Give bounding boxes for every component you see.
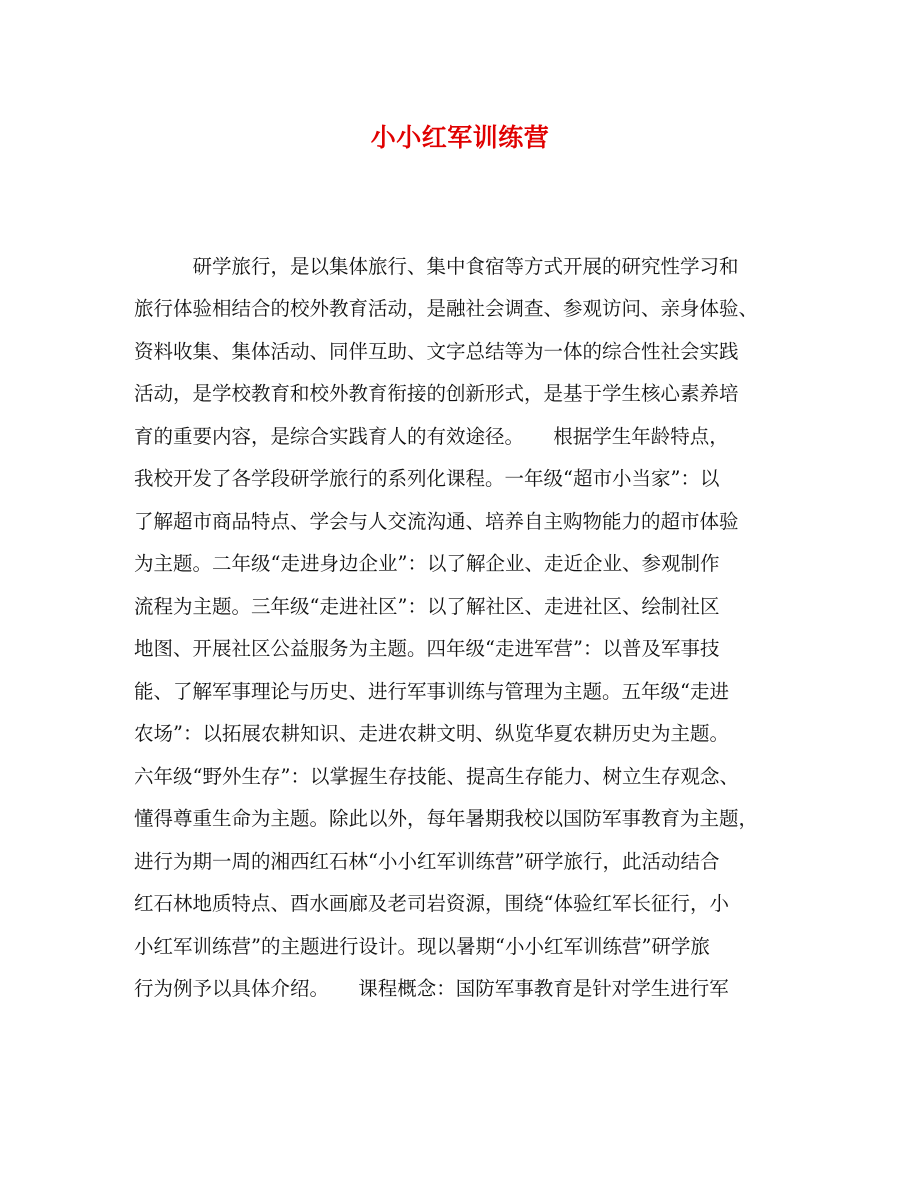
body-line: 地图、开展社区公益服务为主题。四年级“走进军营”：以普及军事技: [134, 637, 720, 661]
body-line: 能、了解军事理论与历史、进行军事训练与管理为主题。五年级“走进: [134, 679, 729, 703]
body-line: 六年级“野外生存”：以掌握生存技能、提高生存能力、树立生存观念、: [134, 764, 739, 788]
body-line: 研学旅行，是以集体旅行、集中食宿等方式开展的研究性学习和: [134, 255, 739, 278]
document-body: [134, 252, 794, 1016]
document-title: 小小红军训练营: [370, 123, 550, 152]
body-line: 小红军训练营”的主题进行设计。现以暑期“小小红军训练营”研学旅: [134, 934, 710, 958]
body-line: 懂得尊重生命为主题。除此以外，每年暑期我校以国防军事教育为主题，: [134, 807, 759, 831]
body-line: 红石林地质特点、酉水画廊及老司岩资源，围绕“体验红军长征行，小: [134, 892, 729, 916]
body-line: 了解超市商品特点、学会与人交流沟通、培养自主购物能力的超市体验: [134, 509, 739, 533]
body-line: 资料收集、集体活动、同伴互助、文字总结等为一体的综合性社会实践: [134, 339, 739, 363]
body-line: 农场”：以拓展农耕知识、走进农耕文明、纵览华夏农耕历史为主题。: [134, 722, 729, 746]
body-line: 流程为主题。三年级“走进社区”：以了解社区、走进社区、绘制社区: [134, 594, 720, 618]
body-line: 行为例予以具体介绍。 课程概念：国防军事教育是针对学生进行军: [134, 976, 729, 1000]
body-line: 进行为期一周的湘西红石林“小小红军训练营”研学旅行，此活动结合: [134, 849, 720, 873]
body-line: 育的重要内容，是综合实践育人的有效途径。 根据学生年龄特点，: [134, 424, 729, 448]
body-line: 旅行体验相结合的校外教育活动，是融社会调查、参观访问、亲身体验、: [134, 297, 759, 321]
body-line: 我校开发了各学段研学旅行的系列化课程。一年级“超市小当家”：以: [134, 467, 720, 491]
body-line: 为主题。二年级“走进身边企业”：以了解企业、走近企业、参观制作: [134, 552, 720, 576]
body-line: 活动，是学校教育和校外教育衔接的创新形式，是基于学生核心素养培: [134, 382, 739, 406]
